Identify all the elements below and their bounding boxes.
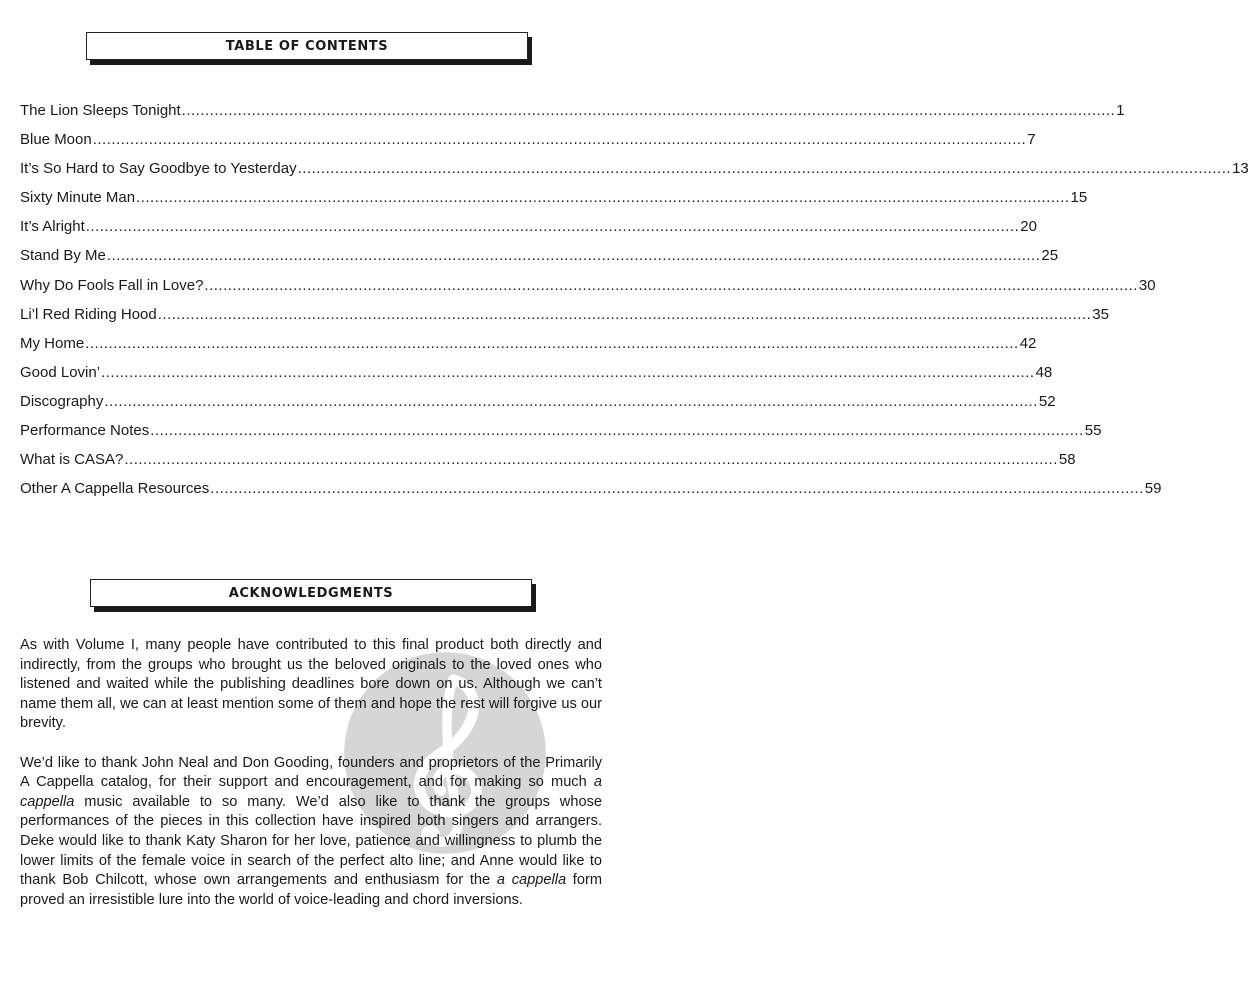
toc-entry-page: 7 xyxy=(1027,131,1036,149)
toc-entry-page: 42 xyxy=(1019,334,1037,352)
toc-entry-page: 58 xyxy=(1058,451,1076,469)
toc-leader-dots: ........................................................................................................................................................................................................ xyxy=(204,276,1138,294)
toc-list xyxy=(20,96,1249,503)
toc-entry-title: Why Do Fools Fall in Love? xyxy=(20,276,204,294)
toc-entry[interactable] xyxy=(20,445,1076,474)
toc-entry-page: 48 xyxy=(1035,363,1053,381)
toc-entry[interactable] xyxy=(20,474,1162,503)
toc-leader-dots: ........................................................................................................................................................................................................ xyxy=(101,363,1035,381)
toc-entry-page: 55 xyxy=(1084,422,1102,440)
toc-entry-page: 20 xyxy=(1020,218,1037,236)
toc-entry-page: 15 xyxy=(1070,189,1088,207)
toc-entry[interactable] xyxy=(20,329,1037,358)
toc-entry[interactable] xyxy=(20,125,1036,154)
acknowledgments-paragraph-2: We’d like to thank John Neal and Don Gooding, founders and proprietors of the Primarily A Cappella catalog, for their support and encouragement, and for making so much a cappella music available to so many. We’d also like to thank the groups whose performances of the pieces in this collection have inspired both singers and arrangers. Deke would like to thank Katy Sharon for her love, patience and willingness to plumb the lower limits of the female voice in search of the perfect alto line; and Anne would like to thank Bob Chilcott, whose own arrangements and enthusiasm for the a cappella form proved an irresistible lure into the world of voice-leading and chord inversions. xyxy=(20,754,602,908)
toc-entry[interactable] xyxy=(20,212,1037,241)
toc-entry-page: 59 xyxy=(1144,480,1162,498)
toc-entry-title: Discography xyxy=(20,392,104,410)
toc-leader-dots: ........................................................................................................................................................................................................ xyxy=(92,131,1027,149)
toc-entry-title: What is CASA? xyxy=(20,451,124,469)
toc-entry-page: 13 xyxy=(1232,160,1249,178)
toc-entry-title: It’s So Hard to Say Goodbye to Yesterday xyxy=(20,160,297,178)
toc-entry-title: Stand By Me xyxy=(20,247,106,265)
toc-leader-dots: ........................................................................................................................................................................................................ xyxy=(104,392,1038,410)
toc-leader-dots: ........................................................................................................................................................................................................ xyxy=(136,189,1070,207)
toc-leader-dots: ........................................................................................................................................................................................................ xyxy=(181,102,1116,119)
toc-heading: TABLE OF CONTENTS xyxy=(86,32,528,60)
toc-leader-dots: ........................................................................................................................................................................................................ xyxy=(157,305,1092,323)
toc-leader-dots: ........................................................................................................................................................................................................ xyxy=(85,218,1020,236)
toc-entry-title: Li’l Red Riding Hood xyxy=(20,305,157,323)
toc-entry-page: 30 xyxy=(1138,276,1156,294)
acknowledgments-heading: ACKNOWLEDGMENTS xyxy=(90,579,532,607)
toc-entry[interactable] xyxy=(20,358,1053,387)
toc-leader-dots: ........................................................................................................................................................................................................ xyxy=(124,451,1058,469)
toc-leader-dots: ........................................................................................................................................................................................................ xyxy=(85,334,1019,352)
toc-entry-page: 35 xyxy=(1092,305,1109,323)
toc-entry[interactable] xyxy=(20,183,1088,212)
toc-entry[interactable] xyxy=(20,416,1102,445)
toc-entry[interactable] xyxy=(20,387,1056,416)
toc-leader-dots: ........................................................................................................................................................................................................ xyxy=(297,160,1232,178)
toc-entry-title: Performance Notes xyxy=(20,422,150,440)
toc-entry-title: Blue Moon xyxy=(20,131,92,149)
toc-leader-dots: ........................................................................................................................................................................................................ xyxy=(210,480,1144,498)
toc-entry-page: 25 xyxy=(1041,247,1059,265)
toc-entry-title: Sixty Minute Man xyxy=(20,189,136,207)
toc-leader-dots: ........................................................................................................................................................................................................ xyxy=(150,422,1084,440)
toc-entry-title: My Home xyxy=(20,334,85,352)
toc-entry-title: The Lion Sleeps Tonight xyxy=(20,102,181,119)
toc-entry[interactable] xyxy=(20,271,1156,300)
acknowledgments-paragraph-1: As with Volume I, many people have contributed to this final product both directly and indirectly, from the groups who brought us the beloved originals to the loved ones who listened and waited while the publishing deadlines bore down on us. Although we can’t name them all, we can at least mention some of them and hope the rest will forgive us our brevity. xyxy=(20,637,602,732)
toc-entry[interactable] xyxy=(20,154,1249,183)
toc-entry-title: It’s Alright xyxy=(20,218,85,236)
toc-entry-title: Other A Cappella Resources xyxy=(20,480,210,498)
toc-leader-dots: ........................................................................................................................................................................................................ xyxy=(106,247,1041,265)
toc-entry[interactable] xyxy=(20,241,1059,270)
acknowledgments-body xyxy=(20,636,602,910)
toc-entry[interactable] xyxy=(20,300,1109,329)
toc-entry-page: 52 xyxy=(1038,392,1056,410)
toc-entry-page: 1 xyxy=(1116,102,1125,119)
toc-entry[interactable] xyxy=(20,96,1125,125)
toc-entry-title: Good Lovin’ xyxy=(20,363,101,381)
